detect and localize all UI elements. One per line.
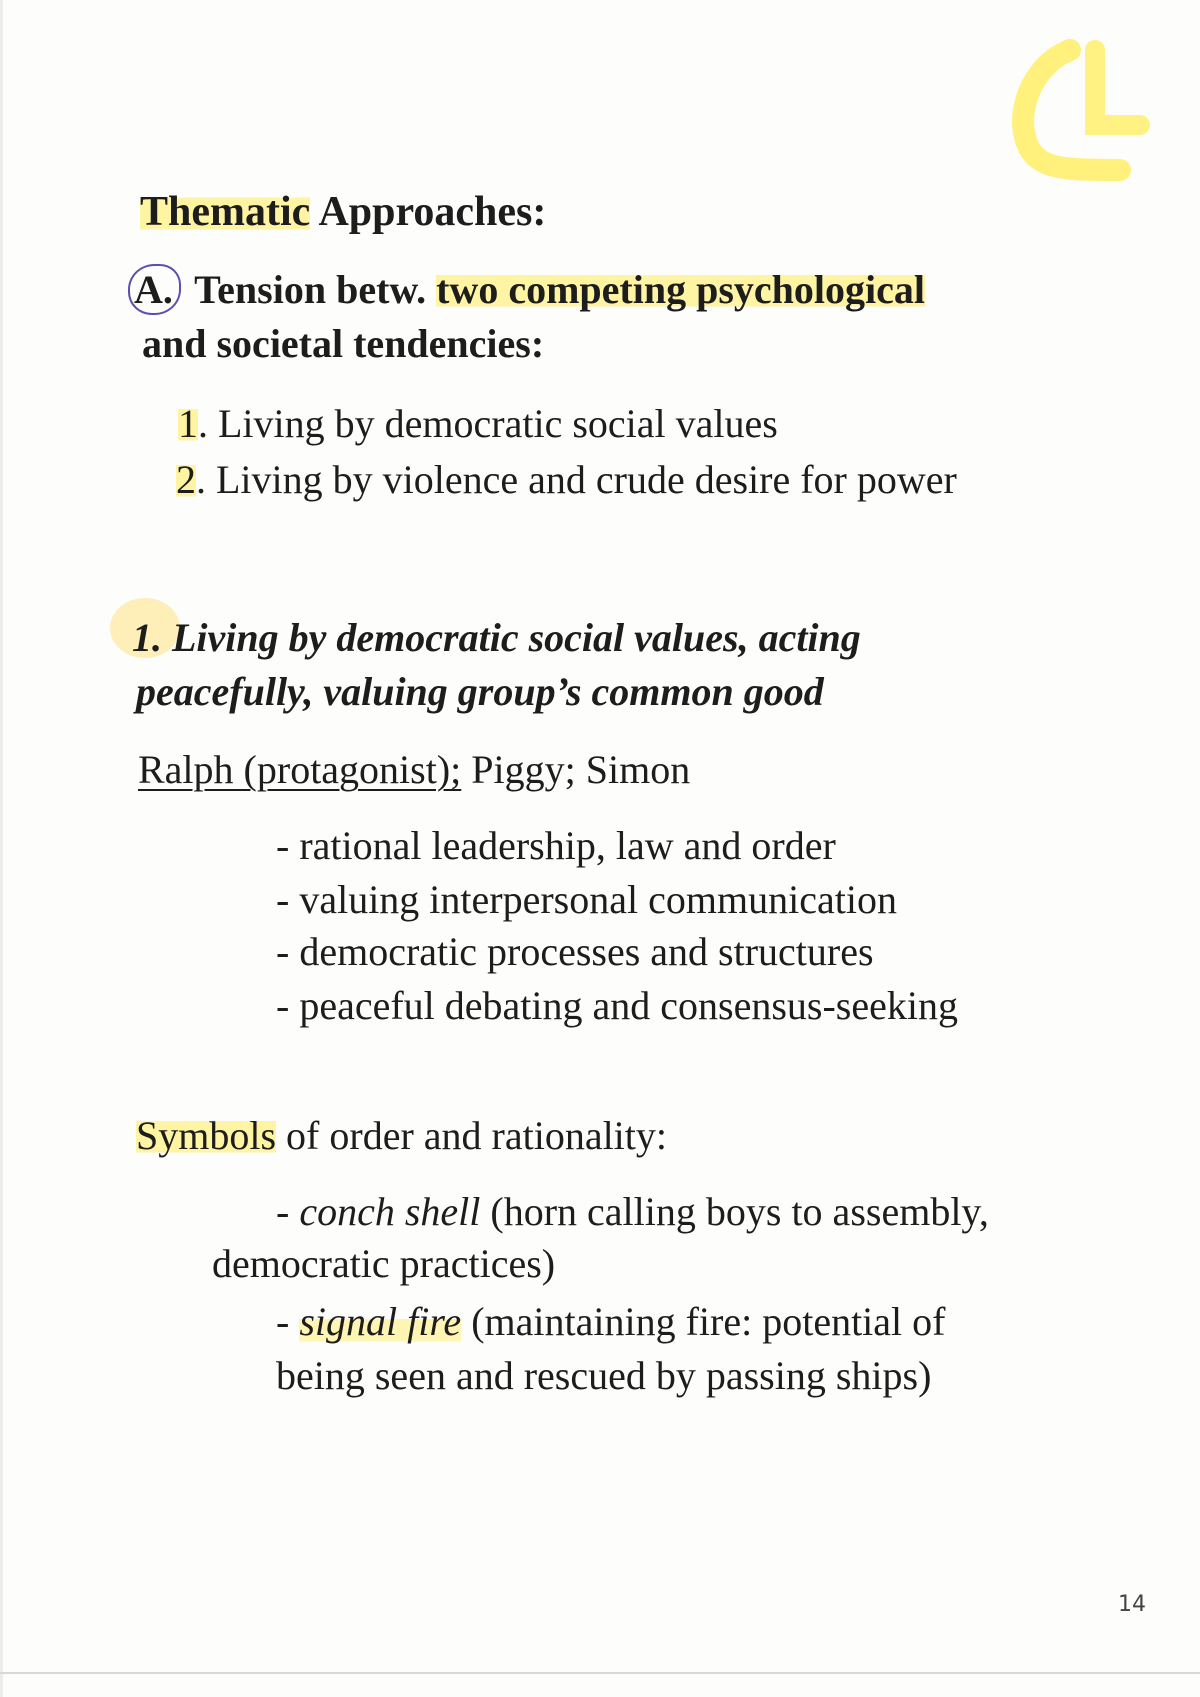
subheading-line2: peacefully, valuing group’s common good [136, 669, 824, 714]
scan-edge [0, 0, 3, 1697]
page-bottom-edge [0, 1672, 1200, 1674]
symbols-highlighted: Symbols [136, 1113, 277, 1158]
trait-item: - rational leadership, law and order [276, 823, 836, 868]
section-a-plain: Tension betw. [194, 267, 437, 312]
title-rest: Approaches: [310, 189, 547, 235]
symbol-desc: (maintaining fire: potential of [461, 1299, 946, 1344]
trait-item: - valuing interpersonal communication [276, 877, 897, 922]
protagonist-label: Ralph (protagonist); [138, 747, 462, 792]
symbol-item-fire-cont: being seen and rescued by passing ships) [276, 1353, 932, 1398]
highlighter-mark-icon [1000, 30, 1150, 200]
subheading-line1: 1. Living by democratic social values, acting [132, 615, 861, 660]
other-characters: Piggy; Simon [461, 747, 691, 792]
symbol-item-conch-cont: democratic practices) [212, 1241, 556, 1286]
list-text: . Living by violence and crude desire for power [196, 457, 957, 502]
symbol-item-fire [276, 1298, 945, 1345]
section-a-line2: and societal tendencies: [142, 321, 545, 366]
section-letter-circled: A. [128, 264, 181, 315]
trait-item: - peaceful debating and consensus-seeking [276, 983, 958, 1028]
symbol-term: conch shell [299, 1189, 481, 1234]
page-title [140, 188, 546, 236]
section-a-highlighted: two competing psychological [436, 267, 925, 312]
list-item [178, 400, 778, 447]
symbols-rest: of order and rationality: [276, 1113, 668, 1158]
symbol-item-conch [276, 1188, 989, 1235]
list-item [176, 456, 957, 503]
section-a-heading [128, 264, 925, 315]
symbol-term: signal fire [299, 1299, 462, 1344]
symbols-heading [136, 1112, 667, 1159]
characters-line [138, 746, 690, 793]
list-text: . Living by democratic social values [198, 401, 778, 446]
symbol-desc: (horn calling boys to assembly, [480, 1189, 989, 1234]
title-highlighted: Thematic [140, 189, 311, 235]
trait-item: - democratic processes and structures [276, 929, 874, 974]
symbol-dash: - [276, 1189, 300, 1234]
list-number: 1 [178, 401, 198, 446]
page-number: 14 [1118, 1592, 1146, 1617]
symbol-dash: - [276, 1299, 300, 1344]
list-number: 2 [176, 457, 196, 502]
